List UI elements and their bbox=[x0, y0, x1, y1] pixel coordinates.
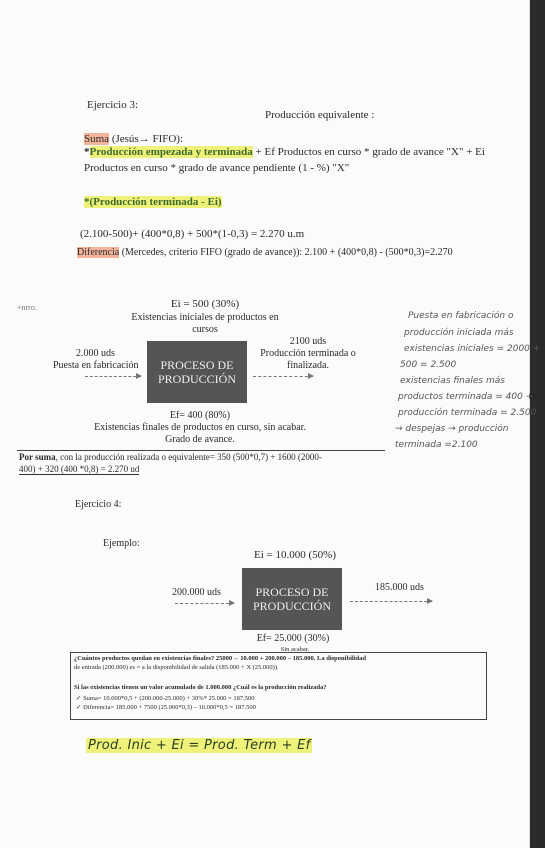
bullet-terminada-text: *(Producción terminada - Ei) bbox=[84, 196, 222, 208]
d1-ei-desc-1: Existencias iniciales de productos en bbox=[131, 312, 279, 323]
d1-note-line: producción iniciada más bbox=[404, 328, 514, 338]
formula-highlight: Producción empezada y terminada bbox=[89, 146, 253, 158]
d1-ei-desc-2: cursos bbox=[192, 324, 218, 335]
formula-rest: + Ef Productos en curso * grado de avance "X" + Ei bbox=[252, 146, 485, 158]
d2-out-qty: 185.000 uds bbox=[375, 582, 424, 593]
d1-box-line-1: PROCESO DE bbox=[160, 358, 234, 372]
d1-note-line: 500 = 2.500 bbox=[400, 360, 457, 370]
d2-q1-line-1: ¿Cuántos productos quedan en existencias finales? 25000→ 10.000 + 200.000 – 185.000. La disponibilidad bbox=[74, 655, 366, 662]
d2-diferencia-line: ✓ Diferencia= 185.000 + 7500 (25.000*0,3) – 10.000*0,5 = 187.500 bbox=[76, 704, 256, 711]
d1-ei-label: Ei = 500 (30%) bbox=[170, 298, 240, 310]
handwritten-formula bbox=[86, 738, 312, 753]
exercise-4-title: Ejercicio 4: bbox=[75, 499, 122, 510]
bullet-terminada bbox=[84, 196, 222, 208]
d2-in-arrow bbox=[175, 603, 234, 604]
d2-box-line-1: PROCESO DE bbox=[255, 585, 329, 599]
d1-note-line: producción terminada = 2.500 bbox=[398, 408, 537, 418]
exercise-3-title: Ejercicio 3: bbox=[87, 99, 139, 111]
d2-q2: Si las existencias tienen un valor acumulado de 1.000.000 ¿Cuál es la producción realizada? bbox=[74, 684, 327, 691]
d1-note-line: → despejas → producción bbox=[395, 424, 509, 434]
d2-out-arrow bbox=[350, 601, 432, 602]
d2-in-qty: 200.000 uds bbox=[172, 587, 221, 598]
d1-out-arrow bbox=[253, 376, 313, 377]
d1-result-bold: Por suma bbox=[19, 452, 56, 462]
exercise-3-heading: Producción equivalente : bbox=[265, 109, 375, 121]
diferencia-rest: (Mercedes, criterio FIFO (grado de avance)): 2.100 + (400*0,8) - (500*0,3)=2.270 bbox=[119, 247, 453, 258]
d1-box-line-2: PRODUCCIÓN bbox=[157, 372, 236, 386]
suma-rest: (Jesús→ FIFO): bbox=[109, 133, 184, 145]
d1-note-line: Puesta en fabricación o bbox=[408, 311, 514, 321]
d1-in-qty: 2.000 uds bbox=[76, 348, 115, 359]
d1-note-line: existencias iniciales = 2000 + bbox=[404, 344, 541, 354]
d2-process-box bbox=[242, 568, 342, 630]
suma-highlight: Suma bbox=[84, 133, 110, 145]
d2-ef-sub: Sin acabar. bbox=[280, 646, 310, 653]
d1-note-line: productos terminada = 400 + bbox=[398, 392, 534, 402]
d1-result-line-2 bbox=[19, 464, 139, 474]
d1-note-line: existencias finales más bbox=[400, 376, 505, 386]
margin-mark: +nrro. bbox=[17, 303, 37, 312]
suma-line bbox=[84, 133, 183, 145]
d1-in-label: Puesta en fabricación bbox=[53, 360, 139, 371]
d1-result-line-2-text: 400) + 320 (400 *0,8) = 2.270 ud bbox=[19, 464, 140, 474]
d1-out-label-1: Producción terminada o bbox=[260, 348, 356, 359]
d1-process-box bbox=[147, 341, 247, 403]
formula-bullet: * bbox=[84, 146, 90, 158]
d1-out-qty: 2100 uds bbox=[289, 336, 327, 347]
calc-line: (2.100-500)+ (400*0,8) + 500*(1-0,3) = 2.270 u.m bbox=[80, 228, 305, 240]
d1-result-line-1 bbox=[19, 452, 322, 462]
d2-ei-label: Ei = 10.000 (50%) bbox=[254, 549, 336, 561]
d1-out-label-2: finalizada. bbox=[287, 360, 329, 371]
diferencia-highlight: Diferencia bbox=[77, 247, 120, 258]
example-label: Ejemplo: bbox=[103, 538, 140, 549]
formula-line-2: Productos en curso * grado de avance pendiente (1 - %) "X" bbox=[84, 162, 350, 174]
d1-result-rule bbox=[17, 450, 385, 451]
diferencia-line bbox=[77, 247, 453, 258]
handwritten-formula-text: Prod. Inic + Ei = Prod. Term + Ef bbox=[88, 738, 311, 753]
d1-note-line: terminada =2.100 bbox=[395, 440, 478, 450]
d1-in-arrow bbox=[85, 376, 141, 377]
d2-ef-label: Ef= 25.000 (30%) bbox=[256, 633, 330, 644]
d2-q1-line-2: de entrada (200.000) es = a la disponibilidad de salida (185.000 + X (25.000)). bbox=[74, 664, 279, 671]
d1-ef-label: Ef= 400 (80%) bbox=[169, 410, 231, 421]
d1-result-rest: , con la producción realizada o equivalente= 350 (500*0,7) + 1600 (2000- bbox=[55, 452, 322, 462]
d2-suma-line: ✓ Suma= 10.000*0,5 + (200.000-25.000) + 30%* 25.000 = 187.500 bbox=[76, 695, 255, 702]
d1-ef-desc-2: Grado de avance. bbox=[165, 434, 235, 445]
formula-line-1 bbox=[84, 146, 485, 158]
d2-box-line-2: PRODUCCIÓN bbox=[252, 599, 331, 613]
d1-ef-desc-1: Existencias finales de productos en curso, sin acabar. bbox=[94, 422, 306, 433]
